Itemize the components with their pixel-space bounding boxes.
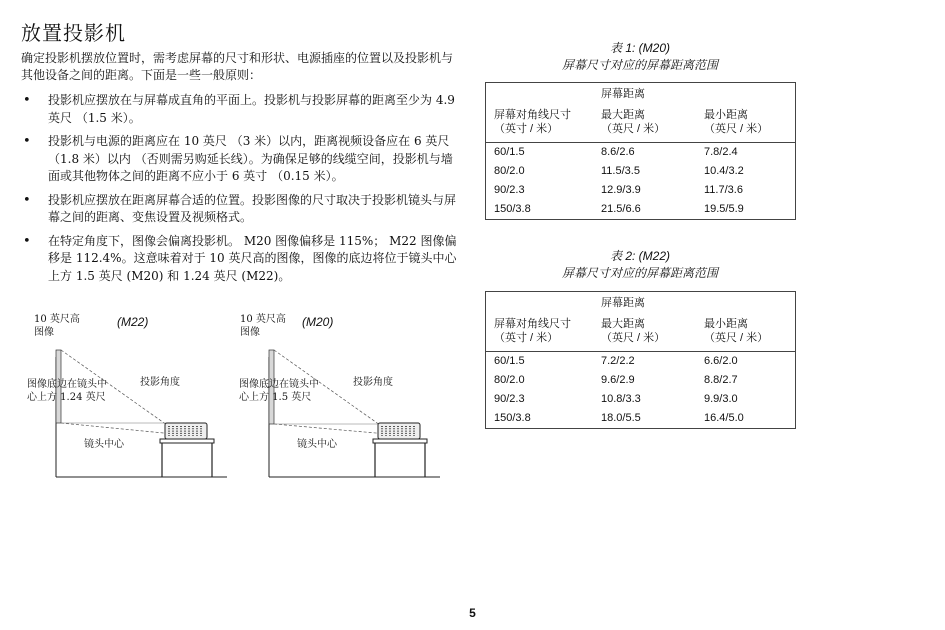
distance-table-m22 — [485, 291, 796, 429]
projection-diagram-m20 — [235, 312, 450, 482]
guideline-item — [21, 92, 461, 127]
image-height-label: 10 英尺高 图像 — [240, 314, 286, 338]
projection-angle-label: 投影角度 — [140, 377, 180, 388]
table-cell: 80/2.0 — [494, 374, 525, 386]
table-cell: 12.9/3.9 — [601, 184, 641, 196]
table-2-caption — [485, 248, 795, 282]
table-cell: 19.5/5.9 — [704, 203, 744, 215]
image-offset-label: 图像底边在镜头中 心上方 1.24 英尺 — [27, 379, 107, 403]
table-cell: 80/2.0 — [494, 165, 525, 177]
column-header: 屏幕对角线尺寸 （英寸 / 米） — [494, 318, 571, 344]
bullet-icon: • — [23, 233, 31, 249]
guideline-text: 投影机应摆放在与屏幕成直角的平面上。投影机与投影屏幕的距离至少为 4.9 英尺 （1.5 米）。 — [48, 93, 455, 125]
table-header-row — [486, 105, 795, 143]
table-header-row — [486, 314, 795, 352]
table-group-header: 屏幕距离 — [601, 88, 645, 100]
table-cell: 7.2/2.2 — [601, 355, 635, 367]
bullet-icon: • — [23, 134, 31, 149]
table-row — [486, 143, 795, 162]
table-cell: 8.8/2.7 — [704, 374, 738, 386]
table-row — [486, 371, 795, 390]
table-cell: 8.6/2.6 — [601, 146, 635, 158]
table-cell: 11.5/3.5 — [601, 165, 640, 177]
lens-center-label: 镜头中心 — [297, 439, 337, 450]
table-cell: 18.0/5.5 — [601, 412, 641, 424]
column-header: 最大距离 （英尺 / 米） — [601, 318, 666, 344]
table-cell: 7.8/2.4 — [704, 146, 738, 158]
table-row — [486, 181, 795, 200]
table-cell: 90/2.3 — [494, 393, 525, 405]
table-row — [486, 200, 795, 219]
table-1-caption — [485, 40, 795, 74]
table-cell: 21.5/6.6 — [601, 203, 641, 215]
table-cell: 150/3.8 — [494, 412, 531, 424]
model-label: (M20) — [302, 315, 334, 329]
projection-diagram-m22 — [22, 312, 237, 482]
table-caption-number: 表 2: (M22) — [609, 249, 670, 263]
bullet-icon: • — [23, 93, 31, 108]
guideline-item — [21, 233, 461, 286]
guideline-item — [21, 133, 461, 186]
guideline-text: 投影机与电源的距离应在 10 英尺 （3 米）以内，距离视频设备应在 6 英尺 （1.8 米）以内 （否则需另购延长线）。为确保足够的线缆空间，投影机与墙面或其他物体之间的距离不应小于 6 英寸 （0.15 米）。 — [48, 134, 453, 183]
page-title: 放置投影机 — [21, 21, 126, 45]
projection-angle-label: 投影角度 — [353, 377, 393, 388]
intro-paragraph: 确定投影机摆放位置时，需考虑屏幕的尺寸和形状、电源插座的位置以及投影机与其他设备之间的距离。下面是一些一般原则： — [21, 51, 454, 82]
guideline-text: 投影机应摆放在距离屏幕合适的位置。投影图像的尺寸取决于投影机镜头与屏幕之间的距离、变焦设置及视频格式。 — [48, 192, 457, 224]
column-header: 屏幕对角线尺寸 （英寸 / 米） — [494, 109, 571, 135]
column-header: 最大距离 （英尺 / 米） — [601, 109, 666, 135]
guideline-text: 在特定角度下，图像会偏离投影机。 M20 图像偏移是 115%； M22 图像偏移是 112.4%。这意味着对于 10 英尺高的图像，图像的底边将位于镜头中心上方 1.5 英尺 (M20) 和 1.24 英尺 (M22)。 — [48, 233, 457, 283]
page-number: 5 — [469, 606, 476, 620]
guideline-item — [21, 192, 461, 227]
table-row — [486, 162, 795, 181]
column-header: 最小距离 （英尺 / 米） — [704, 109, 769, 135]
table-cell: 60/1.5 — [494, 355, 525, 367]
table-row — [486, 409, 795, 428]
table-cell: 11.7/3.6 — [704, 184, 743, 196]
column-header: 最小距离 （英尺 / 米） — [704, 318, 769, 344]
table-row — [486, 390, 795, 409]
distance-table-m20 — [485, 82, 796, 220]
table-group-header: 屏幕距离 — [601, 297, 645, 309]
table-cell: 6.6/2.0 — [704, 355, 738, 367]
table-cell: 10.4/3.2 — [704, 165, 744, 177]
image-height-label: 10 英尺高 图像 — [34, 314, 80, 338]
table-cell: 150/3.8 — [494, 203, 531, 215]
table-cell: 9.9/3.0 — [704, 393, 738, 405]
table-cell: 90/2.3 — [494, 184, 525, 196]
table-cell: 16.4/5.0 — [704, 412, 744, 424]
lens-center-label: 镜头中心 — [84, 439, 124, 450]
bullet-icon: • — [23, 192, 31, 208]
guideline-list — [21, 92, 461, 291]
table-caption-number: 表 1: (M20) — [609, 41, 670, 55]
table-caption-title: 屏幕尺寸对应的屏幕距离范围 — [561, 266, 718, 280]
table-cell: 60/1.5 — [494, 146, 525, 158]
table-caption-title: 屏幕尺寸对应的屏幕距离范围 — [561, 58, 718, 72]
image-offset-label: 图像底边在镜头中 心上方 1.5 英尺 — [239, 379, 319, 403]
table-cell: 9.6/2.9 — [601, 374, 635, 386]
table-row — [486, 352, 795, 371]
table-cell: 10.8/3.3 — [601, 393, 641, 405]
model-label: (M22) — [117, 315, 149, 329]
